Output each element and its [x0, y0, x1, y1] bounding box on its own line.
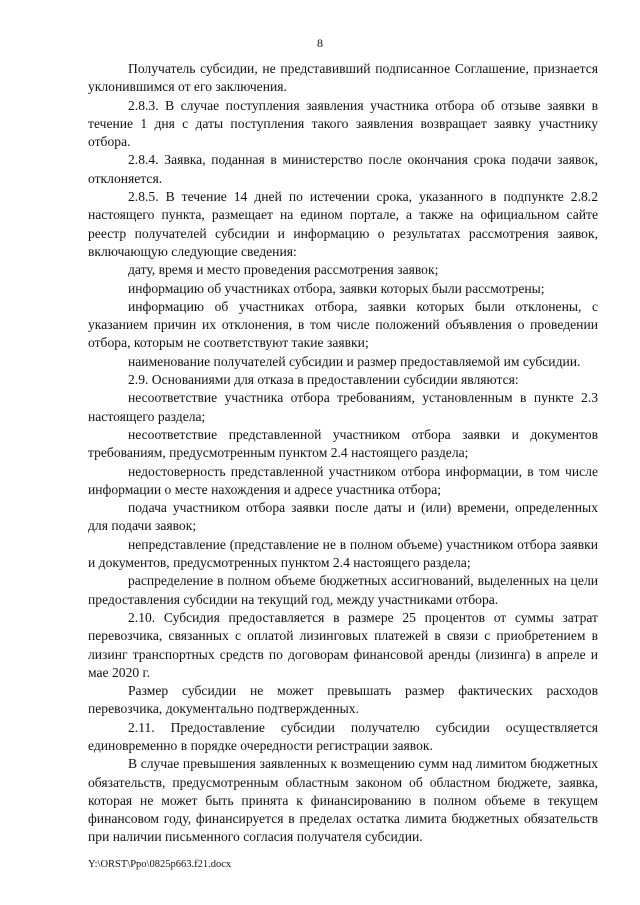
paragraph: 2.9. Основаниями для отказа в предоставлении субсидии являются: — [128, 372, 519, 388]
paragraph: несоответствие представленной участником отбора заявки и документов требованиям, предусмотренным пунктом 2.4 настоящего раздела; — [88, 426, 598, 461]
paragraph: В случае превышения заявленных к возмещению сумм над лимитом бюджетных обязательств, предусмотренным областным законом об областном бюджете, заявка, которая не может быть принята к финансированию в полном объеме в текущем финансовом году, финансируется в пределах остатка лимита бюджетных обязательств при наличии письменного согласия получателя субсидии. — [88, 756, 598, 845]
paragraph: Получатель субсидии, не представивший подписанное Соглашение, признается уклонившимся от его заключения. — [88, 61, 598, 95]
paragraph: информацию об участниках отбора, заявки которых были отклонены, с указанием причин их отклонения, в том числе положений объявления о проведении отбора, которым не соответствуют такие заявки; — [88, 298, 598, 351]
paragraph: подача участником отбора заявки после даты и (или) времени, определенных для подачи заявок; — [88, 500, 598, 534]
paragraph: 2.8.3. В случае поступления заявления участника отбора об отзыве заявки в течение 1 дня с даты поступления такого заявления возвращает заявку участнику отбора. — [88, 97, 598, 150]
paragraph: распределение в полном объеме бюджетных ассигнований, выделенных на цели предоставления субсидии на текущий год, между участниками отбора. — [88, 573, 598, 607]
paragraph: непредставление (представление не в полном объеме) участником отбора заявки и документов, предусмотренных пунктом 2.4 настоящего раздела; — [88, 536, 598, 571]
paragraph: 2.8.5. В течение 14 дней по истечении срока, указанного в подпункте 2.8.2 настоящего пункта, размещает на едином портале, а также на официальном сайте реестр получателей субсидии и информацию о результатах рассмотрения заявок, включающую следующие сведения: — [88, 189, 598, 259]
paragraph: наименование получателей субсидии и размер предоставляемой им субсидии. — [128, 353, 581, 369]
paragraph: информацию об участниках отбора, заявки которых были рассмотрены; — [128, 280, 545, 296]
paragraph: несоответствие участника отбора требованиям, установленным в пункте 2.3 настоящего раздела; — [88, 390, 598, 424]
paragraph: Размер субсидии не может превышать размер фактических расходов перевозчика, документально подтвержденных. — [88, 683, 598, 717]
paragraph: недостоверность представленной участником отбора информации, в том числе информации о месте нахождения и адресе участника отбора; — [88, 463, 598, 497]
footer-file-path: Y:\ORST\Ppo\0825p663.f21.docx — [88, 859, 232, 870]
paragraph: 2.10. Субсидия предоставляется в размере 25 процентов от суммы затрат перевозчика, связанных с оплатой лизинговых платежей в связи с приобретением в лизинг транспортных средств по договорам финансовой аренды (лизинга) в апреле и мае 2020 г. — [88, 609, 598, 680]
paragraph: дату, время и место проведения рассмотрения заявок; — [128, 262, 439, 278]
paragraph: 2.8.4. Заявка, поданная в министерство после окончания срока подачи заявок, отклоняется. — [88, 152, 598, 186]
page-number: 8 — [317, 36, 323, 50]
paragraph: 2.11. Предоставление субсидии получателю субсидии осуществляется единовременно в порядке очередности регистрации заявок. — [88, 719, 598, 753]
document-body — [88, 60, 598, 847]
